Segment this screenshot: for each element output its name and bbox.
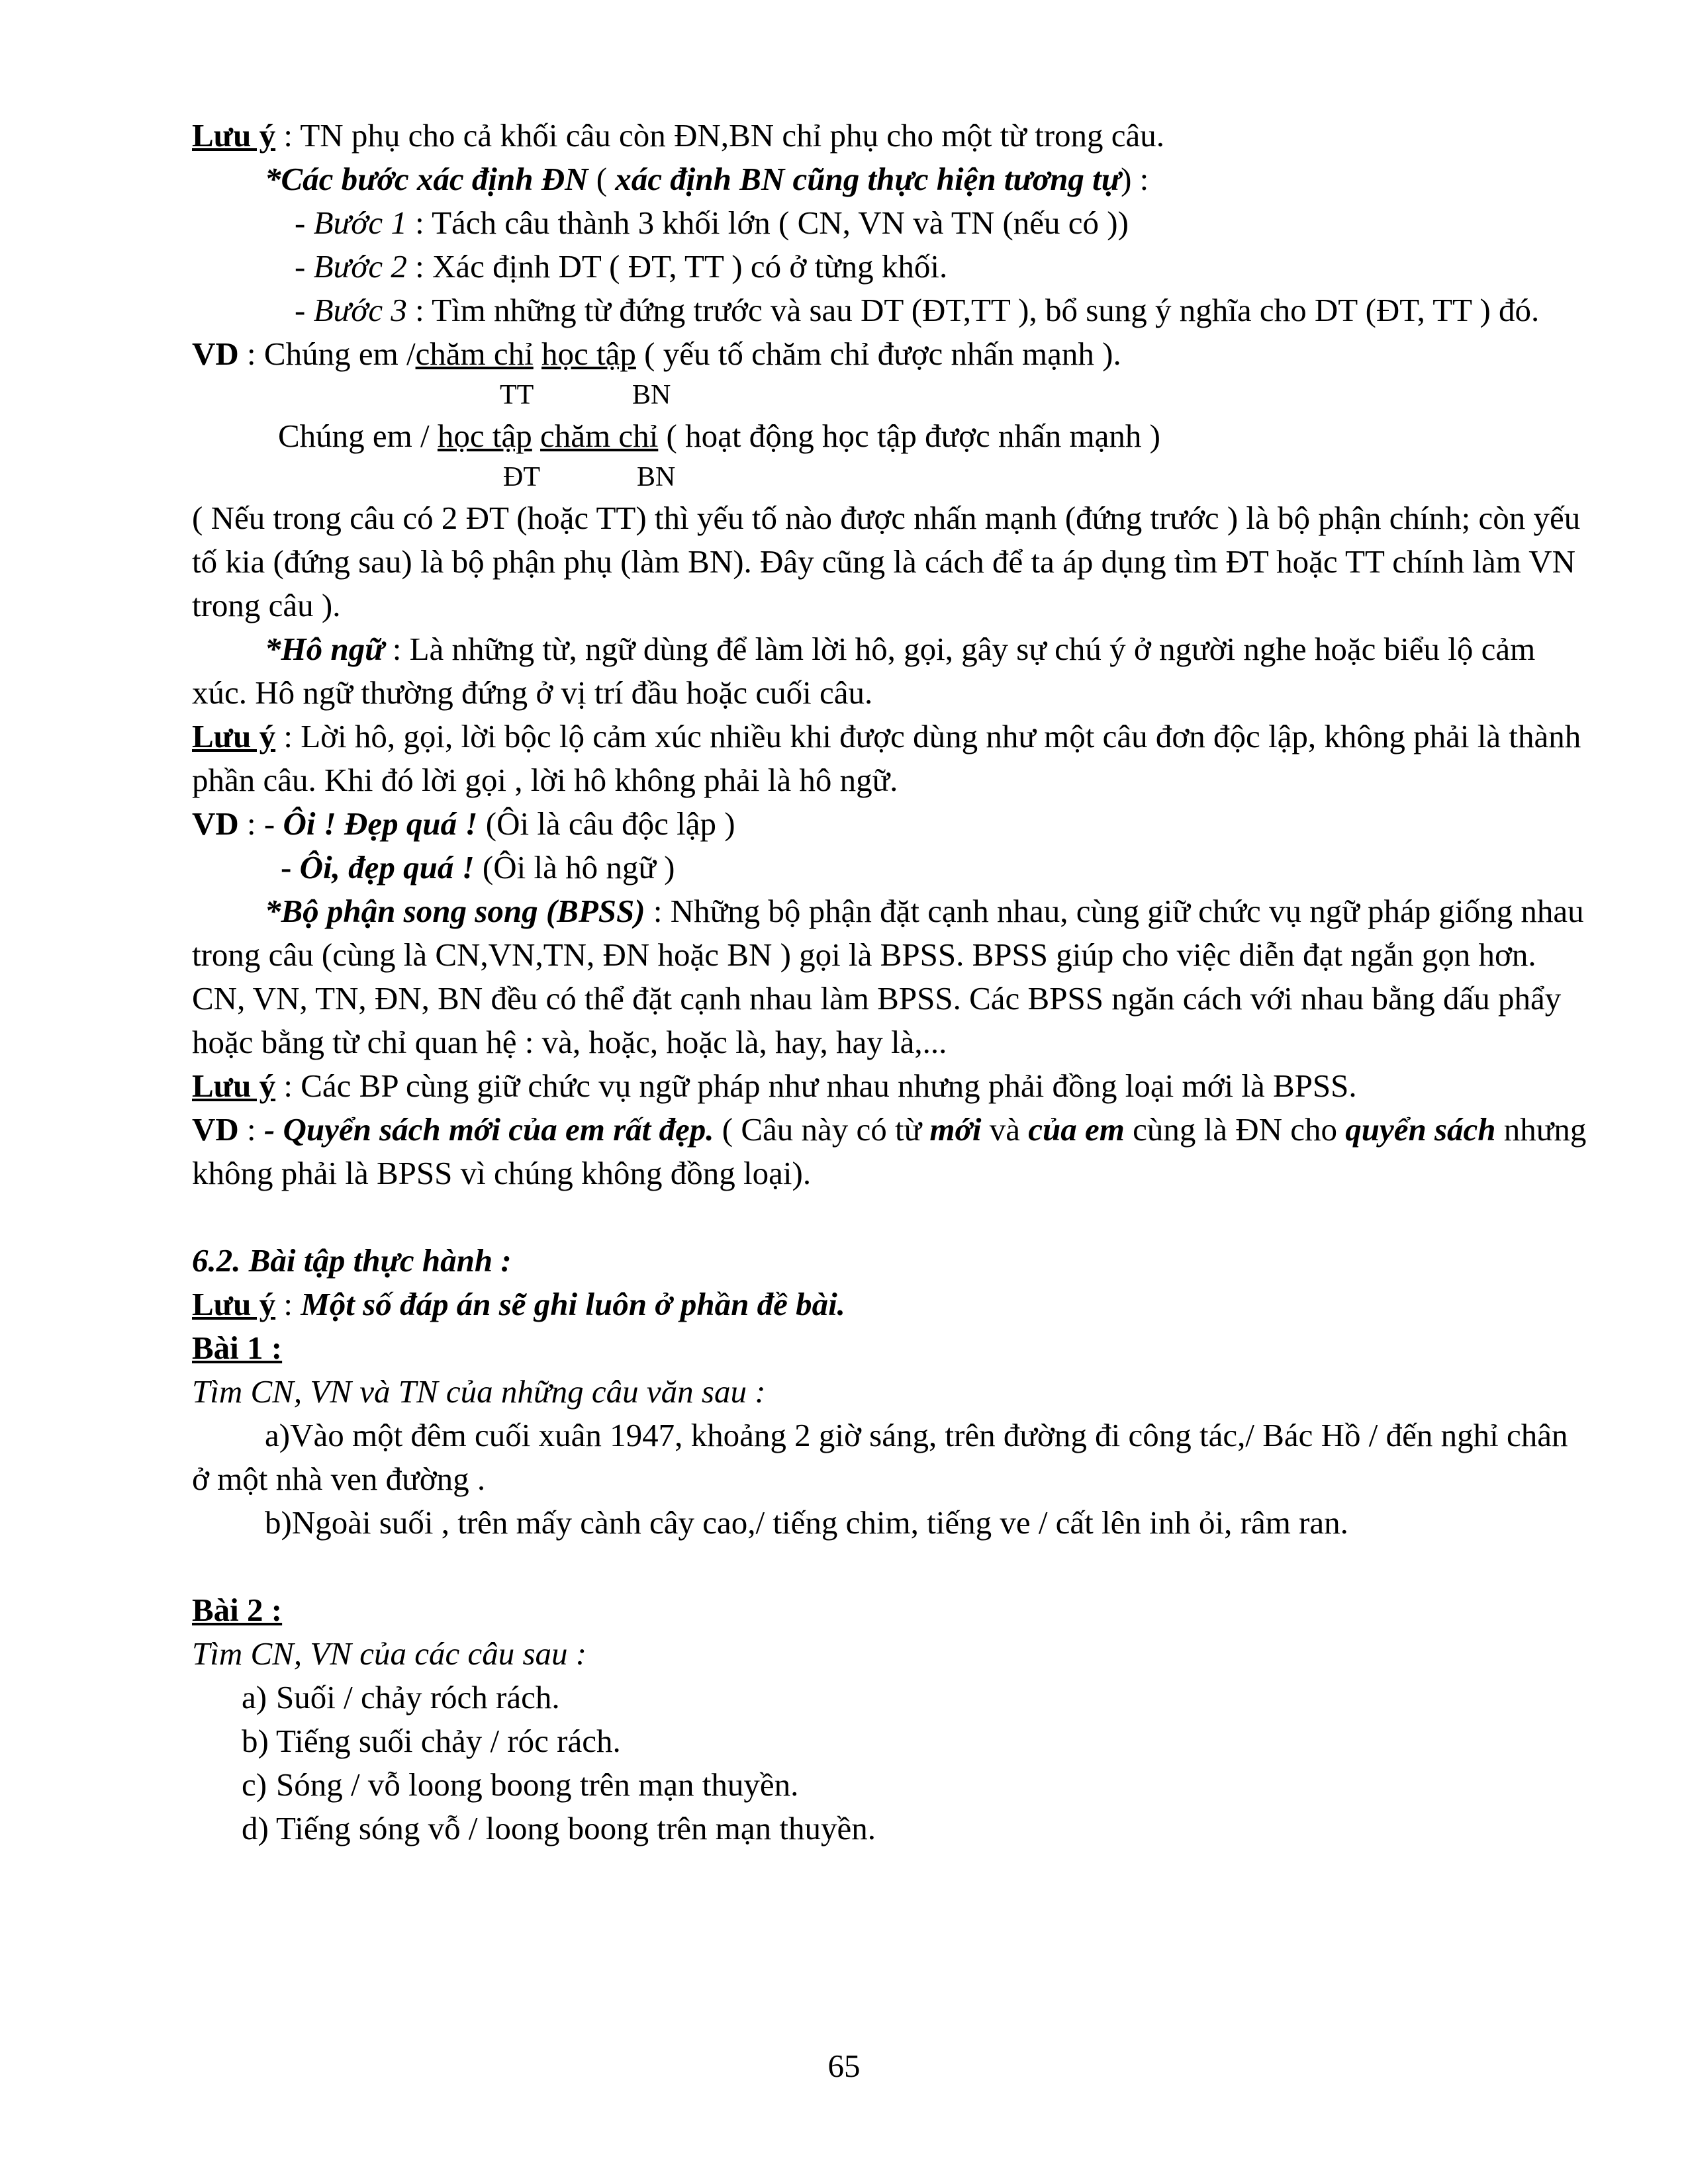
steps-heading-bold: *Các bước xác định ĐN xyxy=(265,161,588,197)
list-marker: a) xyxy=(242,1679,267,1715)
example-1-line-2-word-1: học tập xyxy=(437,418,532,454)
steps-heading-italic: xác định BN cũng thực hiện tương tự xyxy=(615,161,1121,197)
step-2 xyxy=(192,245,1589,289)
list-text: Sóng / vỗ loong boong trên mạn thuyền. xyxy=(276,1766,799,1803)
example-1-line-2-word-2: chăm chỉ xyxy=(540,418,659,454)
step-1-label: - Bước 1 xyxy=(295,205,407,241)
hongu-heading: *Hô ngữ xyxy=(265,631,385,667)
step-1-text: : Tách câu thành 3 khối lớn ( CN, VN và TN (nếu có )) xyxy=(406,205,1129,241)
steps-heading-paren: ( xyxy=(588,161,616,197)
hongu-paragraph xyxy=(192,627,1589,715)
example-2-dash-2: - xyxy=(281,849,300,886)
note-text: : TN phụ cho cả khối câu còn ĐN,BN chỉ phụ cho một từ trong câu. xyxy=(275,117,1165,154)
example-3-word-3: quyển sách xyxy=(1345,1111,1496,1148)
example-2-sentence-2: Ôi, đẹp quá ! xyxy=(299,849,475,886)
exercise-2-prompt: Tìm CN, VN của các câu sau : xyxy=(192,1635,587,1672)
list-item xyxy=(192,1807,1589,1850)
example-3-text-1: ( Câu này có từ xyxy=(714,1111,930,1148)
example-1-tags-1 xyxy=(192,376,1589,414)
exercise-1-item-a: a)Vào một đêm cuối xuân 1947, khoảng 2 giờ sáng, trên đường đi công tác,/ Bác Hồ / đến nghỉ chân ở một nhà ven đường . xyxy=(192,1417,1568,1497)
step-2-text: : Xác định DT ( ĐT, TT ) có ở từng khối. xyxy=(406,248,948,285)
example-3-text-2: và xyxy=(981,1111,1029,1148)
list-text: Tiếng suối chảy / róc rách. xyxy=(276,1723,621,1759)
note-2-label: Lưu ý xyxy=(192,718,276,754)
bpss-text: : Những bộ phận đặt cạnh nhau, cùng giữ chức vụ ngữ pháp giống nhau trong câu (cùng là CN,VN,TN, ĐN hoặc BN ) gọi là BPSS. BPSS giúp cho việc diễn đạt ngắn gọn hơn. CN, VN, TN, ĐN, BN đều có thể đặt cạnh nhau làm BPSS. Các BPSS ngăn cách với nhau bằng dấu phẩy hoặc bằng từ chỉ quan hệ : và, hoặc, hoặc là, hay, hay là,... xyxy=(192,893,1584,1060)
example-1-line-2 xyxy=(192,414,1589,458)
example-1-line-2-subject: Chúng em / xyxy=(278,418,438,454)
section-title: 6.2. Bài tập thực hành : xyxy=(192,1242,512,1279)
example-1-tags-2 xyxy=(192,458,1589,496)
tag-dt: ĐT xyxy=(503,462,540,492)
section-note-text: Một số đáp án sẽ ghi luôn ở phần đề bài. xyxy=(301,1286,845,1322)
steps-heading-end: ) : xyxy=(1121,161,1149,197)
list-item xyxy=(192,1676,1589,1719)
note-2-paragraph xyxy=(192,715,1589,802)
example-1-word-2: học tập xyxy=(541,336,636,372)
steps-heading xyxy=(192,158,1589,201)
vd-label: VD xyxy=(192,336,239,372)
hongu-text: : Là những từ, ngữ dùng để làm lời hô, gọi, gây sự chú ý ở người nghe hoặc biểu lộ cảm xúc. Hô ngữ thường đứng ở vị trí đầu hoặc cuối câu. xyxy=(192,631,1536,711)
example-1-line-2-comment: ( hoạt động học tập được nhấn mạnh ) xyxy=(658,418,1160,454)
note-2-text: : Lời hô, gọi, lời bộc lộ cảm xúc nhiều khi được dùng như một câu đơn độc lập, không phải là thành phần câu. Khi đó lời gọi , lời hô không phải là hô ngữ. xyxy=(192,718,1581,798)
note-3-text: : Các BP cùng giữ chức vụ ngữ pháp như nhau nhưng phải đồng loại mới là BPSS. xyxy=(275,1068,1357,1104)
list-text: Suối / chảy róch rách. xyxy=(276,1679,560,1715)
example-3-colon: : xyxy=(238,1111,264,1148)
list-marker: c) xyxy=(242,1766,267,1803)
note-paragraph xyxy=(192,114,1589,158)
example-2-line-1 xyxy=(192,802,1589,846)
exercise-1-item-b: b)Ngoài suối , trên mấy cành cây cao,/ tiếng chim, tiếng ve / cất lên inh ỏi, râm ran. xyxy=(265,1504,1348,1541)
example-2-dash: : - xyxy=(238,805,283,842)
example-2-note-1: (Ôi là câu độc lập ) xyxy=(477,805,735,842)
spacer-2 xyxy=(192,1545,1589,1588)
note-3-label: Lưu ý xyxy=(192,1068,276,1104)
step-2-label: - Bước 2 xyxy=(295,248,407,285)
example-1-word-1: chăm chỉ xyxy=(415,336,534,372)
vd-label-2: VD xyxy=(192,805,239,842)
list-marker: b) xyxy=(242,1723,269,1759)
section-note xyxy=(192,1283,1589,1326)
note-label: Lưu ý xyxy=(192,117,276,154)
list-marker: d) xyxy=(242,1810,269,1846)
explanation-paragraph: ( Nếu trong câu có 2 ĐT (hoặc TT) thì yếu tố nào được nhấn mạnh (đứng trước ) là bộ phận chính; còn yếu tố kia (đứng sau) là bộ phận phụ (làm BN). Đây cũng là cách để ta áp dụng tìm ĐT hoặc TT chính làm VN trong câu ). xyxy=(192,500,1581,623)
example-3-word-1: mới xyxy=(929,1111,982,1148)
example-3-text-3: cùng là ĐN cho xyxy=(1124,1111,1346,1148)
list-item xyxy=(192,1719,1589,1763)
note-3-paragraph xyxy=(192,1064,1589,1108)
example-2-line-2 xyxy=(192,846,1589,889)
example-2-note-2: (Ôi là hô ngữ ) xyxy=(474,849,675,886)
step-1 xyxy=(192,201,1589,245)
example-1-line-1 xyxy=(192,332,1589,376)
document-page xyxy=(192,114,1589,1850)
tag-bn-2: BN xyxy=(637,462,676,492)
spacer xyxy=(192,1195,1589,1239)
section-note-label: Lưu ý xyxy=(192,1286,276,1322)
step-3-text: : Tìm những từ đứng trước và sau DT (ĐT,TT ), bổ sung ý nghĩa cho DT (ĐT, TT ) đó. xyxy=(406,292,1540,328)
tag-bn: BN xyxy=(632,380,671,410)
page-number: 65 xyxy=(827,2048,861,2084)
step-3 xyxy=(192,289,1589,332)
vd-label-3: VD xyxy=(192,1111,239,1148)
list-text: Tiếng sóng vỗ / loong boong trên mạn thuyền. xyxy=(276,1810,876,1846)
bpss-paragraph xyxy=(192,889,1589,1064)
exercise-1-title: Bài 1 : xyxy=(192,1330,283,1366)
bpss-heading: *Bộ phận song song (BPSS) xyxy=(265,893,645,929)
tag-tt: TT xyxy=(500,380,534,410)
exercise-1-prompt: Tìm CN, VN và TN của những câu văn sau : xyxy=(192,1373,766,1410)
step-3-label: - Bước 3 xyxy=(295,292,407,328)
example-2-sentence-1: Ôi ! Đẹp quá ! xyxy=(283,805,478,842)
example-3-text-4: nhưng không phải là BPSS vì chúng không đồng loại). xyxy=(192,1111,1587,1191)
example-1-subject: : Chúng em / xyxy=(238,336,416,372)
section-note-colon: : xyxy=(275,1286,301,1322)
example-3-word-2: của em xyxy=(1028,1111,1125,1148)
example-3-paragraph xyxy=(192,1108,1589,1195)
exercise-2-title: Bài 2 : xyxy=(192,1592,283,1628)
example-3-sentence: - Quyển sách mới của em rất đẹp. xyxy=(263,1111,714,1148)
exercise-2-list xyxy=(192,1676,1589,1850)
list-item xyxy=(192,1763,1589,1807)
example-1-comment: ( yếu tố chăm chỉ được nhấn mạnh ). xyxy=(635,336,1121,372)
